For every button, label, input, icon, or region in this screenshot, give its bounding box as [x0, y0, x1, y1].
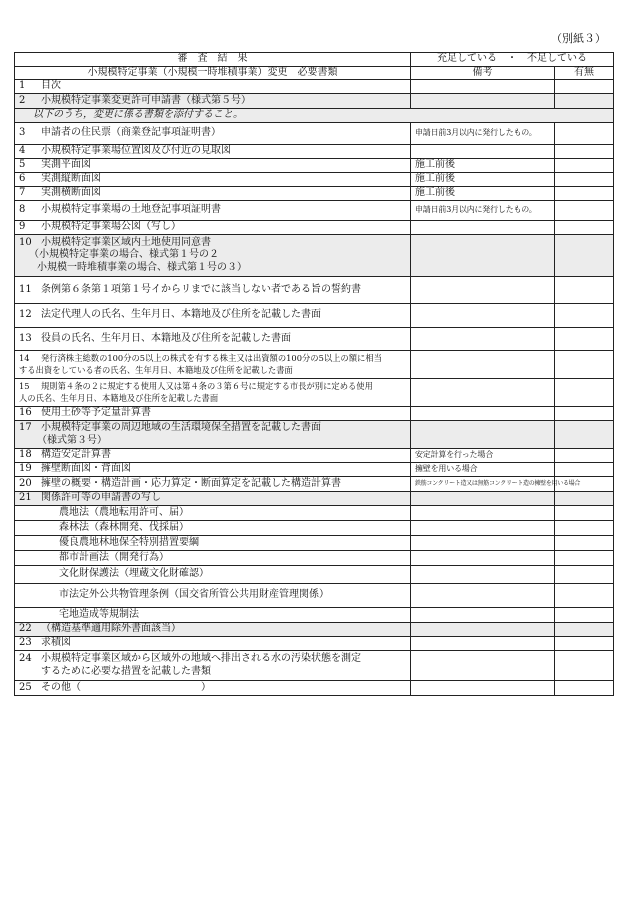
header-note: 備考	[411, 66, 555, 80]
note-cell	[411, 145, 555, 159]
check-cell[interactable]	[555, 551, 614, 566]
document-name: 構造安定計算書	[41, 449, 111, 461]
document-detail: （小規模特定事業の場合、様式第１号の２	[29, 249, 219, 261]
review-result-label: 審 査 結 果	[15, 53, 411, 67]
note-cell	[411, 521, 555, 536]
table-row	[15, 80, 614, 94]
check-cell[interactable]	[555, 80, 614, 94]
header-documents: 小規模特定事業（小規模一時堆積事業）変更 必要書類	[15, 66, 411, 80]
note-cell	[411, 94, 555, 109]
check-cell[interactable]	[555, 521, 614, 536]
table-row	[15, 328, 614, 351]
document-detail: 人の氏名、生年月日、本籍地及び住所を記載した書面	[19, 392, 219, 403]
row-number: 14	[19, 353, 30, 363]
document-name: 使用土砂等予定量計算書	[41, 407, 151, 419]
row-number: 18	[19, 449, 32, 461]
check-cell[interactable]	[555, 608, 614, 623]
table-row	[15, 477, 614, 492]
document-name: 小規模特定事業区域から区域外の地域へ排出される水の汚染状態を測定	[41, 653, 361, 664]
document-name: （構造基準適用除外書面該当）	[41, 623, 181, 635]
table-row	[15, 145, 614, 159]
table-row	[15, 187, 614, 201]
document-name: 役員の氏名、生年月日、本籍地及び住所を記載した書面	[41, 332, 291, 344]
check-cell[interactable]	[555, 351, 614, 379]
row-number: 20	[19, 477, 32, 489]
table-row	[15, 351, 614, 379]
check-cell[interactable]	[555, 492, 614, 506]
table-row	[15, 235, 614, 277]
table-row	[15, 566, 614, 584]
required-documents-table	[14, 52, 614, 696]
table-row	[15, 608, 614, 623]
note-cell	[411, 221, 555, 235]
document-detail: 小規模一時堆積事業の場合、様式第１号の３）	[37, 261, 247, 273]
table-row	[15, 304, 614, 328]
table-row	[15, 449, 614, 463]
note-cell	[411, 351, 555, 379]
note-cell	[411, 623, 555, 637]
check-cell[interactable]	[555, 449, 614, 463]
table-row	[15, 551, 614, 566]
note-cell: 施工前後	[411, 187, 555, 201]
note-cell: 申請日前3月以内に発行したもの。	[411, 123, 555, 145]
table-row	[15, 277, 614, 304]
document-name: 実測縦断面図	[41, 173, 101, 185]
row-number: 17	[19, 422, 32, 433]
row-number: 22	[19, 623, 32, 635]
table-header-row	[15, 66, 614, 80]
check-cell[interactable]	[555, 407, 614, 421]
check-cell[interactable]	[555, 145, 614, 159]
note-cell	[411, 80, 555, 94]
table-row	[15, 421, 614, 449]
row-number: 12	[19, 309, 32, 321]
note-cell	[411, 235, 555, 277]
note-cell: 申請日前3月以内に発行したもの。	[411, 201, 555, 221]
row-number: 13	[19, 332, 32, 344]
check-cell[interactable]	[555, 187, 614, 201]
document-name: 申請者の住民票（商業登記事項証明書）	[41, 127, 221, 139]
sub-document-name: 文化財保護法（埋蔵文化財確認）	[15, 566, 411, 584]
row-number: 19	[19, 463, 32, 475]
document-name: 実測横断面図	[41, 187, 101, 199]
row-number: 4	[19, 145, 26, 157]
note-cell	[411, 304, 555, 328]
document-name: 条例第６条第１項第１号イからリまでに該当しない者である旨の誓約書	[41, 283, 361, 295]
check-cell[interactable]	[555, 637, 614, 651]
document-name: 実測平面図	[41, 159, 91, 171]
check-cell[interactable]	[555, 506, 614, 521]
table-row	[15, 173, 614, 187]
table-row	[15, 623, 614, 637]
note-cell	[411, 651, 555, 681]
note-cell	[411, 551, 555, 566]
check-cell[interactable]	[555, 235, 614, 277]
note-cell	[411, 566, 555, 584]
note-cell	[411, 608, 555, 623]
check-cell[interactable]	[555, 463, 614, 477]
row-number: 3	[19, 127, 26, 139]
document-name: 擁壁の概要・構造計画・応力算定・断面算定を記載した構造計算書	[41, 477, 341, 489]
table-row	[15, 584, 614, 608]
document-name: その他（ ）	[41, 681, 211, 693]
check-cell[interactable]	[555, 123, 614, 145]
table-row	[15, 159, 614, 173]
note-cell	[411, 506, 555, 521]
document-detail: する出資をしている者の氏名、生年月日、本籍地及び住所を記載した書面	[19, 364, 293, 375]
sub-document-name: 優良農地林地保全特別措置要綱	[15, 536, 411, 551]
document-name: 求積図	[41, 637, 71, 649]
document-name: 発行済株主総数の100分の5以上の株式を有する株主又は出資額の100分の5以上の額に相当	[41, 353, 382, 363]
document-name: 関係許可等の申請書の写し	[41, 492, 161, 504]
check-cell[interactable]	[555, 304, 614, 328]
note-cell	[411, 584, 555, 608]
row-number: 16	[19, 407, 32, 419]
note-cell	[411, 277, 555, 304]
table-row	[15, 94, 614, 109]
row-number: 5	[19, 159, 26, 171]
document-name: 擁壁断面図・背面図	[41, 463, 131, 475]
table-row	[15, 379, 614, 407]
row-number: 15	[19, 381, 30, 391]
table-row	[15, 651, 614, 681]
document-name: 目次	[41, 80, 61, 92]
document-name: 小規模特定事業の周辺地域の生活環境保全措置を記載した書面	[41, 422, 321, 433]
note-cell	[411, 328, 555, 351]
row-number: 6	[19, 173, 26, 185]
check-cell[interactable]	[555, 623, 614, 637]
table-row	[15, 536, 614, 551]
note-cell	[411, 492, 555, 506]
check-cell[interactable]	[555, 201, 614, 221]
note-cell	[411, 407, 555, 421]
check-cell[interactable]	[555, 651, 614, 681]
header-check: 有無	[555, 66, 614, 80]
check-cell[interactable]	[555, 536, 614, 551]
note-cell: 安定計算を行った場合	[411, 449, 555, 463]
document-detail: （様式第３号）	[37, 434, 107, 446]
check-cell[interactable]	[555, 421, 614, 449]
row-number: 21	[19, 492, 32, 504]
document-name: 小規模特定事業場の土地登記事項証明書	[41, 204, 221, 216]
sub-document-name: 都市計画法（開発行為）	[15, 551, 411, 566]
attachment-label: （別紙３）	[551, 32, 606, 45]
row-number: 7	[19, 187, 26, 199]
sub-document-name: 宅地造成等規制法	[15, 608, 411, 623]
table-row	[15, 221, 614, 235]
review-result-row	[15, 53, 614, 67]
document-detail: するために必要な措置を記載した書類	[41, 665, 211, 677]
row-number: 23	[19, 637, 32, 649]
table-row	[15, 407, 614, 421]
table-row	[15, 123, 614, 145]
check-cell[interactable]	[555, 681, 614, 696]
table-row	[15, 521, 614, 536]
note-cell	[411, 379, 555, 407]
check-cell[interactable]	[555, 379, 614, 407]
document-name: 小規模特定事業区域内土地使用同意書	[41, 236, 211, 248]
row-number: 1	[19, 80, 26, 92]
document-name: 小規模特定事業場公図（写し）	[41, 221, 181, 233]
row-number: 9	[19, 221, 26, 233]
table-row	[15, 506, 614, 521]
check-cell[interactable]	[555, 328, 614, 351]
row-number: 11	[19, 283, 32, 295]
row-number: 2	[19, 94, 26, 106]
sub-document-name: 農地法（農地転用許可、届）	[15, 506, 411, 521]
check-cell[interactable]	[555, 94, 614, 109]
table-row	[15, 463, 614, 477]
check-cell[interactable]	[555, 277, 614, 304]
instruction-text: 以下のうち，変更に係る書類を添付すること。	[15, 109, 614, 123]
table-row	[15, 492, 614, 506]
note-cell	[411, 536, 555, 551]
note-cell: 擁壁を用いる場合	[411, 463, 555, 477]
check-cell[interactable]	[555, 173, 614, 187]
row-number: 24	[19, 653, 32, 664]
document-name: 小規模特定事業変更許可申請書（様式第５号）	[41, 94, 251, 106]
document-name: 規則第４条の２に規定する使用人又は第４条の３第６号に規定する市長が別に定める使用	[41, 381, 373, 391]
note-cell: 施工前後	[411, 173, 555, 187]
note-cell: 鉄筋コンクリート造又は無筋コンクリート造の擁壁を用いる場合	[411, 477, 555, 492]
note-cell	[411, 637, 555, 651]
sub-document-name: 市法定外公共物管理条例（国交省所管公共用財産管理関係）	[15, 584, 411, 608]
table-row	[15, 201, 614, 221]
row-number: 10	[19, 236, 32, 248]
table-row	[15, 637, 614, 651]
check-cell[interactable]	[555, 221, 614, 235]
row-number: 25	[19, 681, 32, 693]
note-cell	[411, 421, 555, 449]
check-cell[interactable]	[555, 584, 614, 608]
note-cell: 施工前後	[411, 159, 555, 173]
document-name: 法定代理人の氏名、生年月日、本籍地及び住所を記載した書面	[41, 309, 321, 321]
row-number: 8	[19, 204, 26, 216]
sub-document-name: 森林法（森林開発、伐採届）	[15, 521, 411, 536]
check-cell[interactable]	[555, 159, 614, 173]
table-row	[15, 681, 614, 696]
check-cell[interactable]	[555, 566, 614, 584]
document-name: 小規模特定事業場位置図及び付近の見取図	[41, 145, 231, 157]
instruction-row	[15, 109, 614, 123]
review-result-options: 充足している ・ 不足している	[411, 53, 614, 67]
note-cell	[411, 681, 555, 696]
